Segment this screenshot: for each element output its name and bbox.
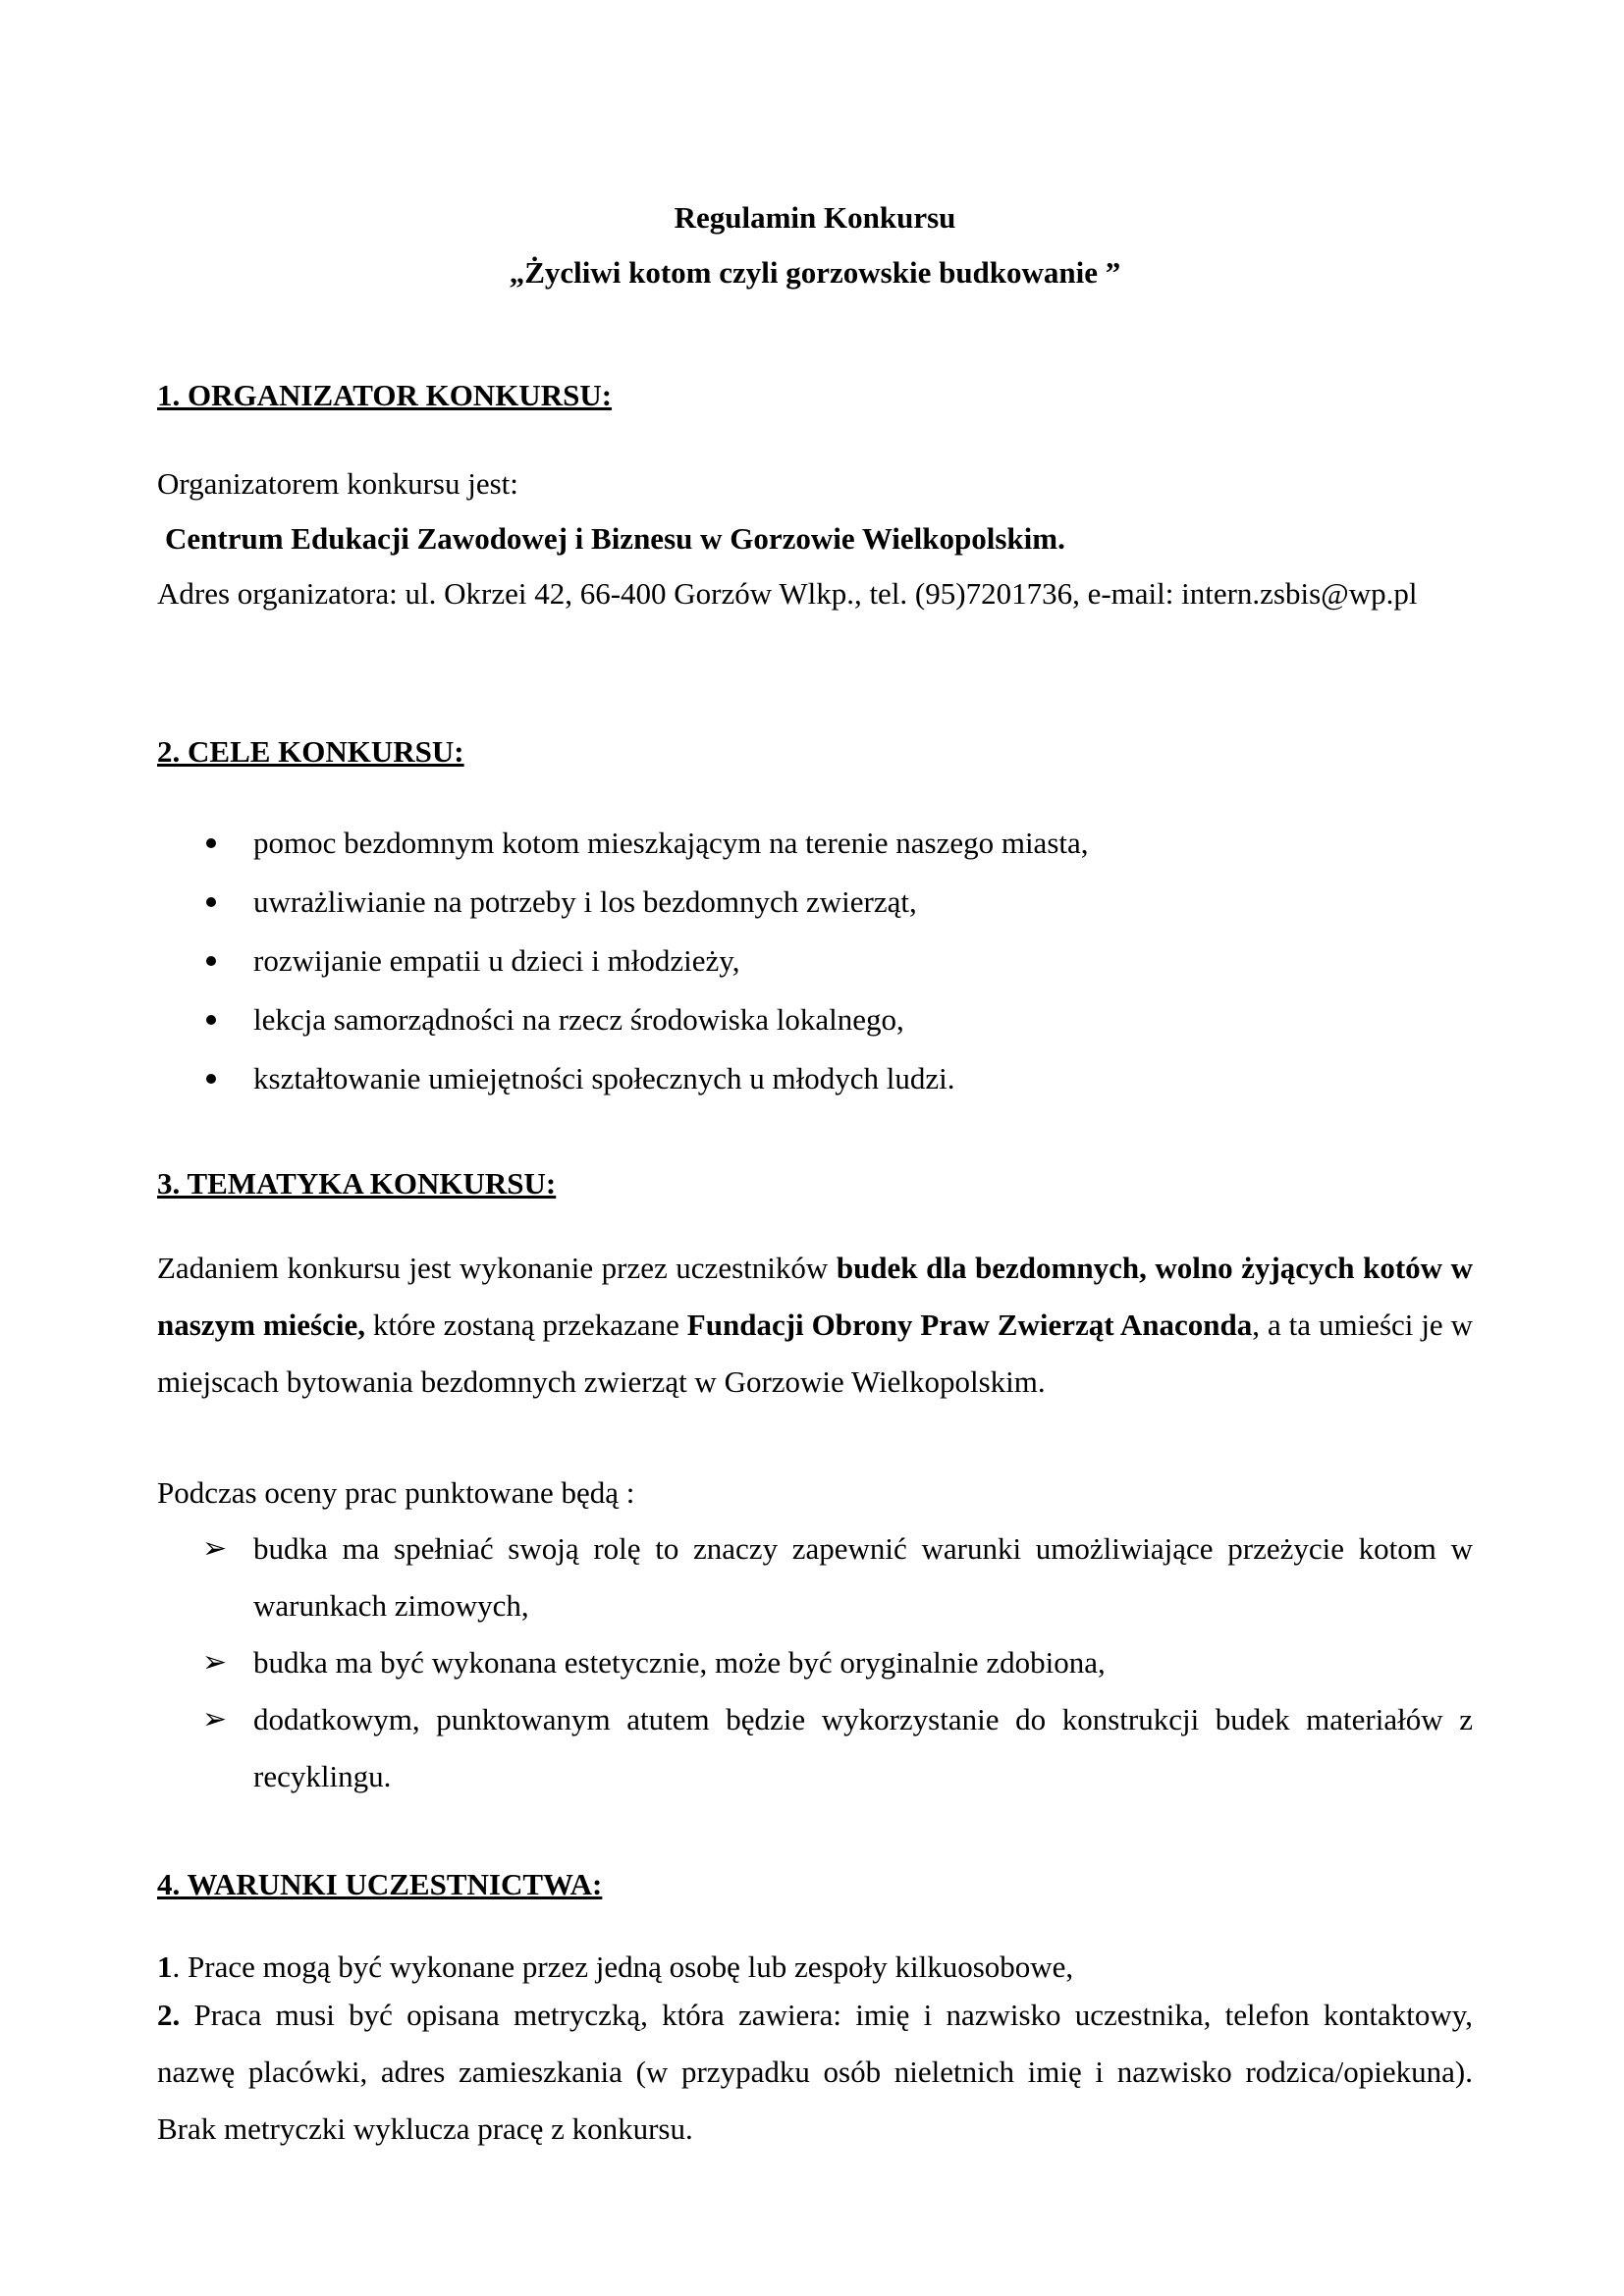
bullet-icon: [206, 1074, 216, 1084]
section-3-heading: 3. TEMATYKA KONKURSU:: [157, 1166, 557, 1201]
condition-item-1: 1. Prace mogą być wykonane przez jedną osobę lub zespoły kilkuosobowe,: [157, 1949, 1074, 1984]
organizer-name: Centrum Edukacji Zawodowej i Biznesu w Gorzowie Wielkopolskim.: [165, 521, 1065, 556]
list-item: ➢ budka ma być wykonana estetycznie, może być oryginalnie zdobiona,: [157, 1634, 1473, 1691]
criteria-list: [157, 1521, 1473, 1805]
goals-list: [157, 814, 1473, 1108]
section-4-heading: 4. WARUNKI UCZESTNICTWA:: [157, 1867, 603, 1901]
document-subtitle: „Życliwi kotom czyli gorzowskie budkowanie ”: [509, 255, 1121, 290]
list-item: ➢ dodatkowym, punktowanym atutem będzie wykorzystanie do konstrukcji budek materiałów z recyklingu.: [157, 1691, 1473, 1805]
arrow-bullet-icon: ➢: [202, 1702, 228, 1736]
arrow-bullet-icon: ➢: [202, 1645, 228, 1680]
list-item: pomoc bezdomnym kotom mieszkającym na terenie naszego miasta,: [157, 814, 1473, 873]
list-item: uwrażliwianie na potrzeby i los bezdomnych zwierząt,: [157, 873, 1473, 932]
list-item: kształtowanie umiejętności społecznych u młodych ludzi.: [157, 1049, 1473, 1108]
theme-paragraph: Zadaniem konkursu jest wykonanie przez uczestników budek dla bezdomnych, wolno żyjących kotów w naszym mieście, które zostaną przekazane Fundacji Obrony Praw Zwierząt Anaconda, a ta umieści je w miejscach bytowania bezdomnych zwierząt w Gorzowie Wielkopolskim.: [157, 1251, 1474, 1399]
bullet-icon: [206, 956, 216, 966]
condition-item-2: 2. Praca musi być opisana metryczką, która zawiera: imię i nazwisko uczestnika, telefon kontaktowy, nazwę placówki, adres zamieszkania (w przypadku osób nieletnich imię i nazwisko rodzica/opiekuna). Brak metryczki wyklucza pracę z konkursu.: [157, 1998, 1473, 2146]
list-item: lekcja samorządności na rzecz środowiska lokalnego,: [157, 990, 1473, 1049]
arrow-bullet-icon: ➢: [202, 1531, 228, 1566]
document-title: Regulamin Konkursu: [674, 200, 956, 235]
list-item: rozwijanie empatii u dzieci i młodzieży,: [157, 932, 1473, 990]
organizer-address: Adres organizatora: ul. Okrzei 42, 66-400 Gorzów Wlkp., tel. (95)7201736, e-mail: intern.zsbis@wp.pl: [157, 576, 1418, 611]
bullet-icon: [206, 897, 216, 907]
bullet-icon: [206, 838, 216, 848]
section-1-heading: 1. ORGANIZATOR KONKURSU:: [157, 378, 613, 412]
section-2-heading: 2. CELE KONKURSU:: [157, 734, 464, 769]
list-item: ➢ budka ma spełniać swoją rolę to znaczy zapewnić warunki umożliwiające przeżycie kotom w warunkach zimowych,: [157, 1521, 1473, 1634]
criteria-intro: Podczas oceny prac punktowane będą :: [157, 1475, 635, 1510]
organizer-intro: Organizatorem konkursu jest:: [157, 466, 518, 501]
bullet-icon: [206, 1015, 216, 1025]
